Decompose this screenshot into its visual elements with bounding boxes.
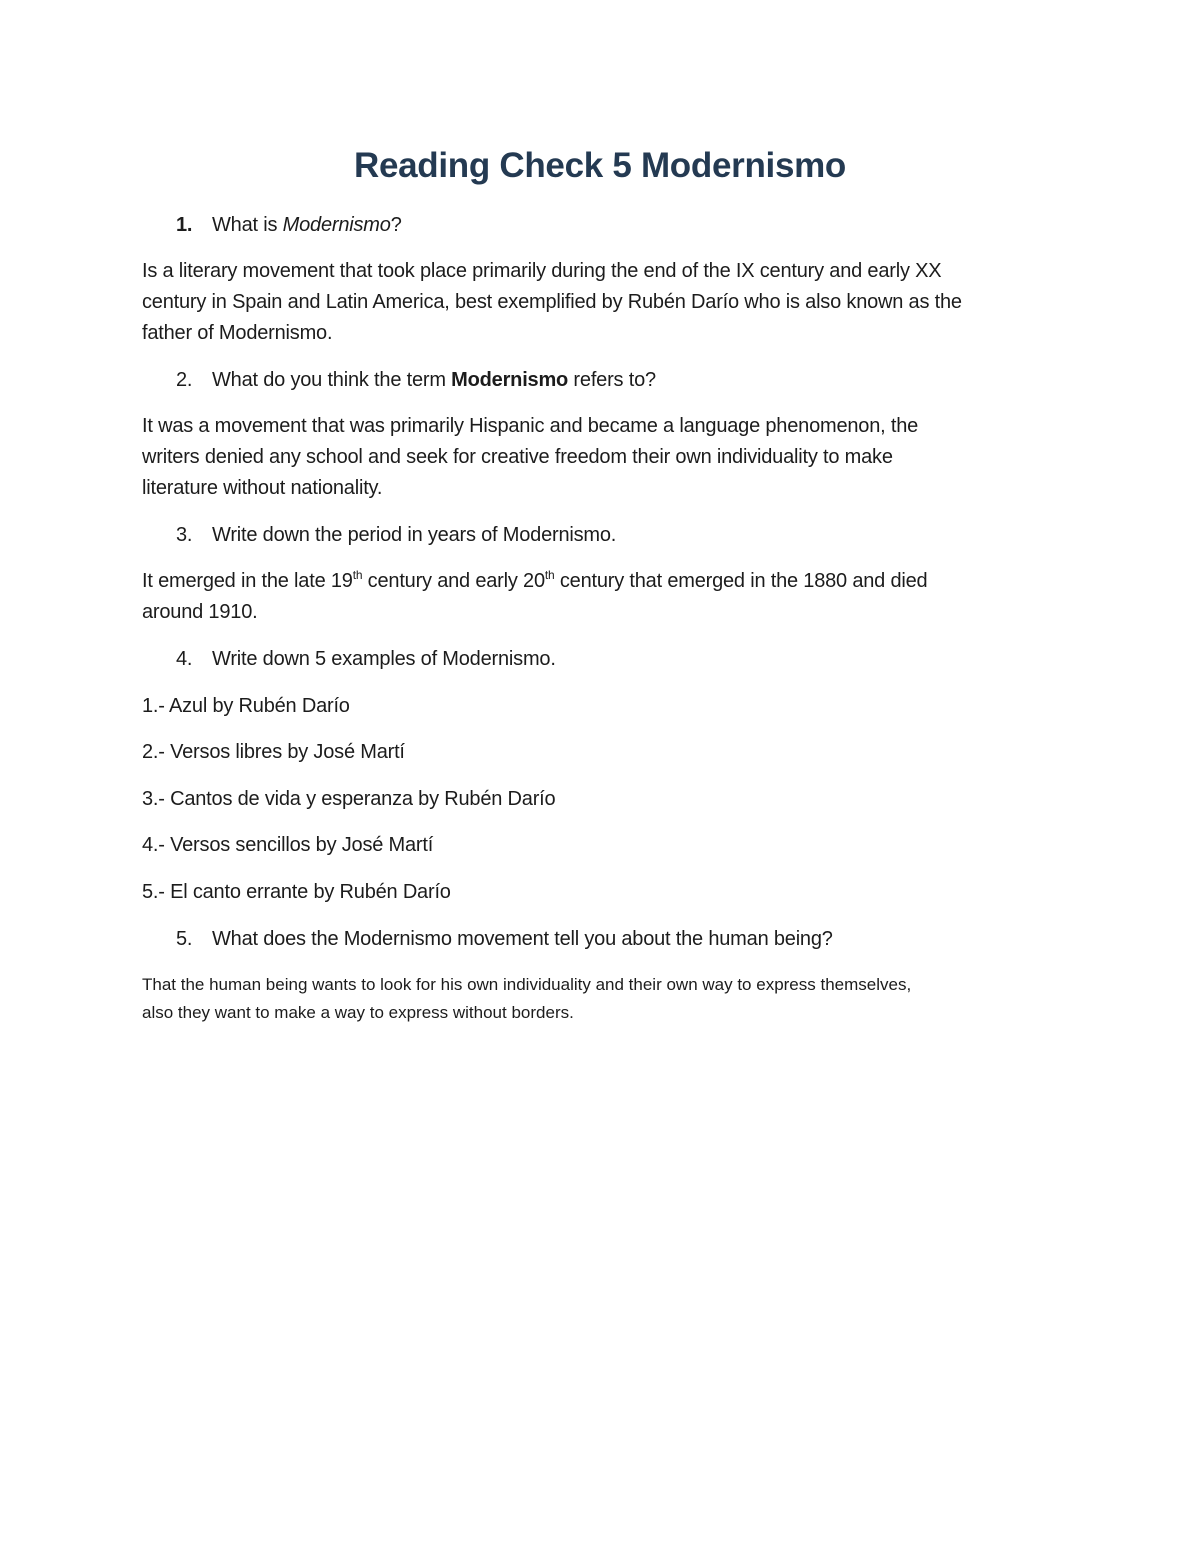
answer-1-line-3: father of Modernismo. [142, 322, 333, 344]
question-4-number: 4. [176, 648, 193, 670]
document-title: Reading Check 5 Modernismo [353, 146, 847, 185]
question-1-emphasis: Modernismo [282, 214, 391, 236]
example-item-1: 1.- Azul by Rubén Darío [142, 695, 350, 717]
answer-3-part-1: It emerged in the late 19 [142, 570, 353, 592]
question-2-number: 2. [176, 369, 193, 391]
question-2-emphasis: Modernismo [451, 369, 569, 391]
answer-5 [142, 971, 1062, 1027]
question-1-text [212, 210, 402, 241]
question-4-text: Write down 5 examples of Modernismo. [212, 648, 556, 670]
answer-1 [142, 256, 1062, 349]
example-item-5: 5.- El canto errante by Rubén Darío [142, 881, 451, 903]
answer-2-line-2: writers denied any school and seek for creative freedom their own individuality to make [142, 446, 893, 468]
question-1-number: 1. [176, 214, 193, 236]
answer-3-superscript-1: th [352, 568, 363, 582]
question-3-text: Write down the period in years of Modernismo. [212, 524, 617, 546]
question-2 [142, 365, 1062, 396]
answer-1-line-1: Is a literary movement that took place primarily during the end of the IX century and early XX [142, 260, 942, 282]
answer-5-line-2: also they want to make a way to express without borders. [142, 1003, 574, 1022]
answer-3-line-2: around 1910. [142, 601, 258, 623]
example-item-4: 4.- Versos sencillos by José Martí [142, 834, 434, 856]
question-3-number: 3. [176, 524, 193, 546]
answer-5-line-1: That the human being wants to look for his own individuality and their own way to express themselves, [142, 975, 912, 994]
question-2-prefix: What do you think the term [212, 369, 452, 391]
answer-3 [142, 566, 1062, 628]
answer-3-part-3: century that emerged in the 1880 and died [554, 570, 928, 592]
question-1-prefix: What is [212, 214, 283, 236]
question-5-text: What does the Modernismo movement tell you about the human being? [212, 928, 833, 950]
question-5-number: 5. [176, 928, 193, 950]
question-2-text [212, 365, 656, 396]
answer-2 [142, 411, 1062, 504]
example-item-2: 2.- Versos libres by José Martí [142, 741, 405, 763]
answer-2-line-3: literature without nationality. [142, 477, 383, 499]
question-2-suffix: refers to? [568, 369, 656, 391]
example-item-3: 3.- Cantos de vida y esperanza by Rubén Darío [142, 788, 556, 810]
answer-3-part-2: century and early 20 [362, 570, 545, 592]
answer-3-line-1 [142, 566, 1062, 597]
question-5 [142, 924, 1062, 955]
answer-1-line-2: century in Spain and Latin America, best exemplified by Rubén Darío who is also known as the [142, 291, 962, 313]
answer-2-line-1: It was a movement that was primarily Hispanic and became a language phenomenon, the [142, 415, 919, 437]
question-4 [142, 644, 1062, 675]
answer-3-superscript-2: th [544, 568, 555, 582]
question-1-suffix: ? [390, 214, 402, 236]
question-1 [142, 210, 1062, 241]
question-3 [142, 520, 1062, 551]
